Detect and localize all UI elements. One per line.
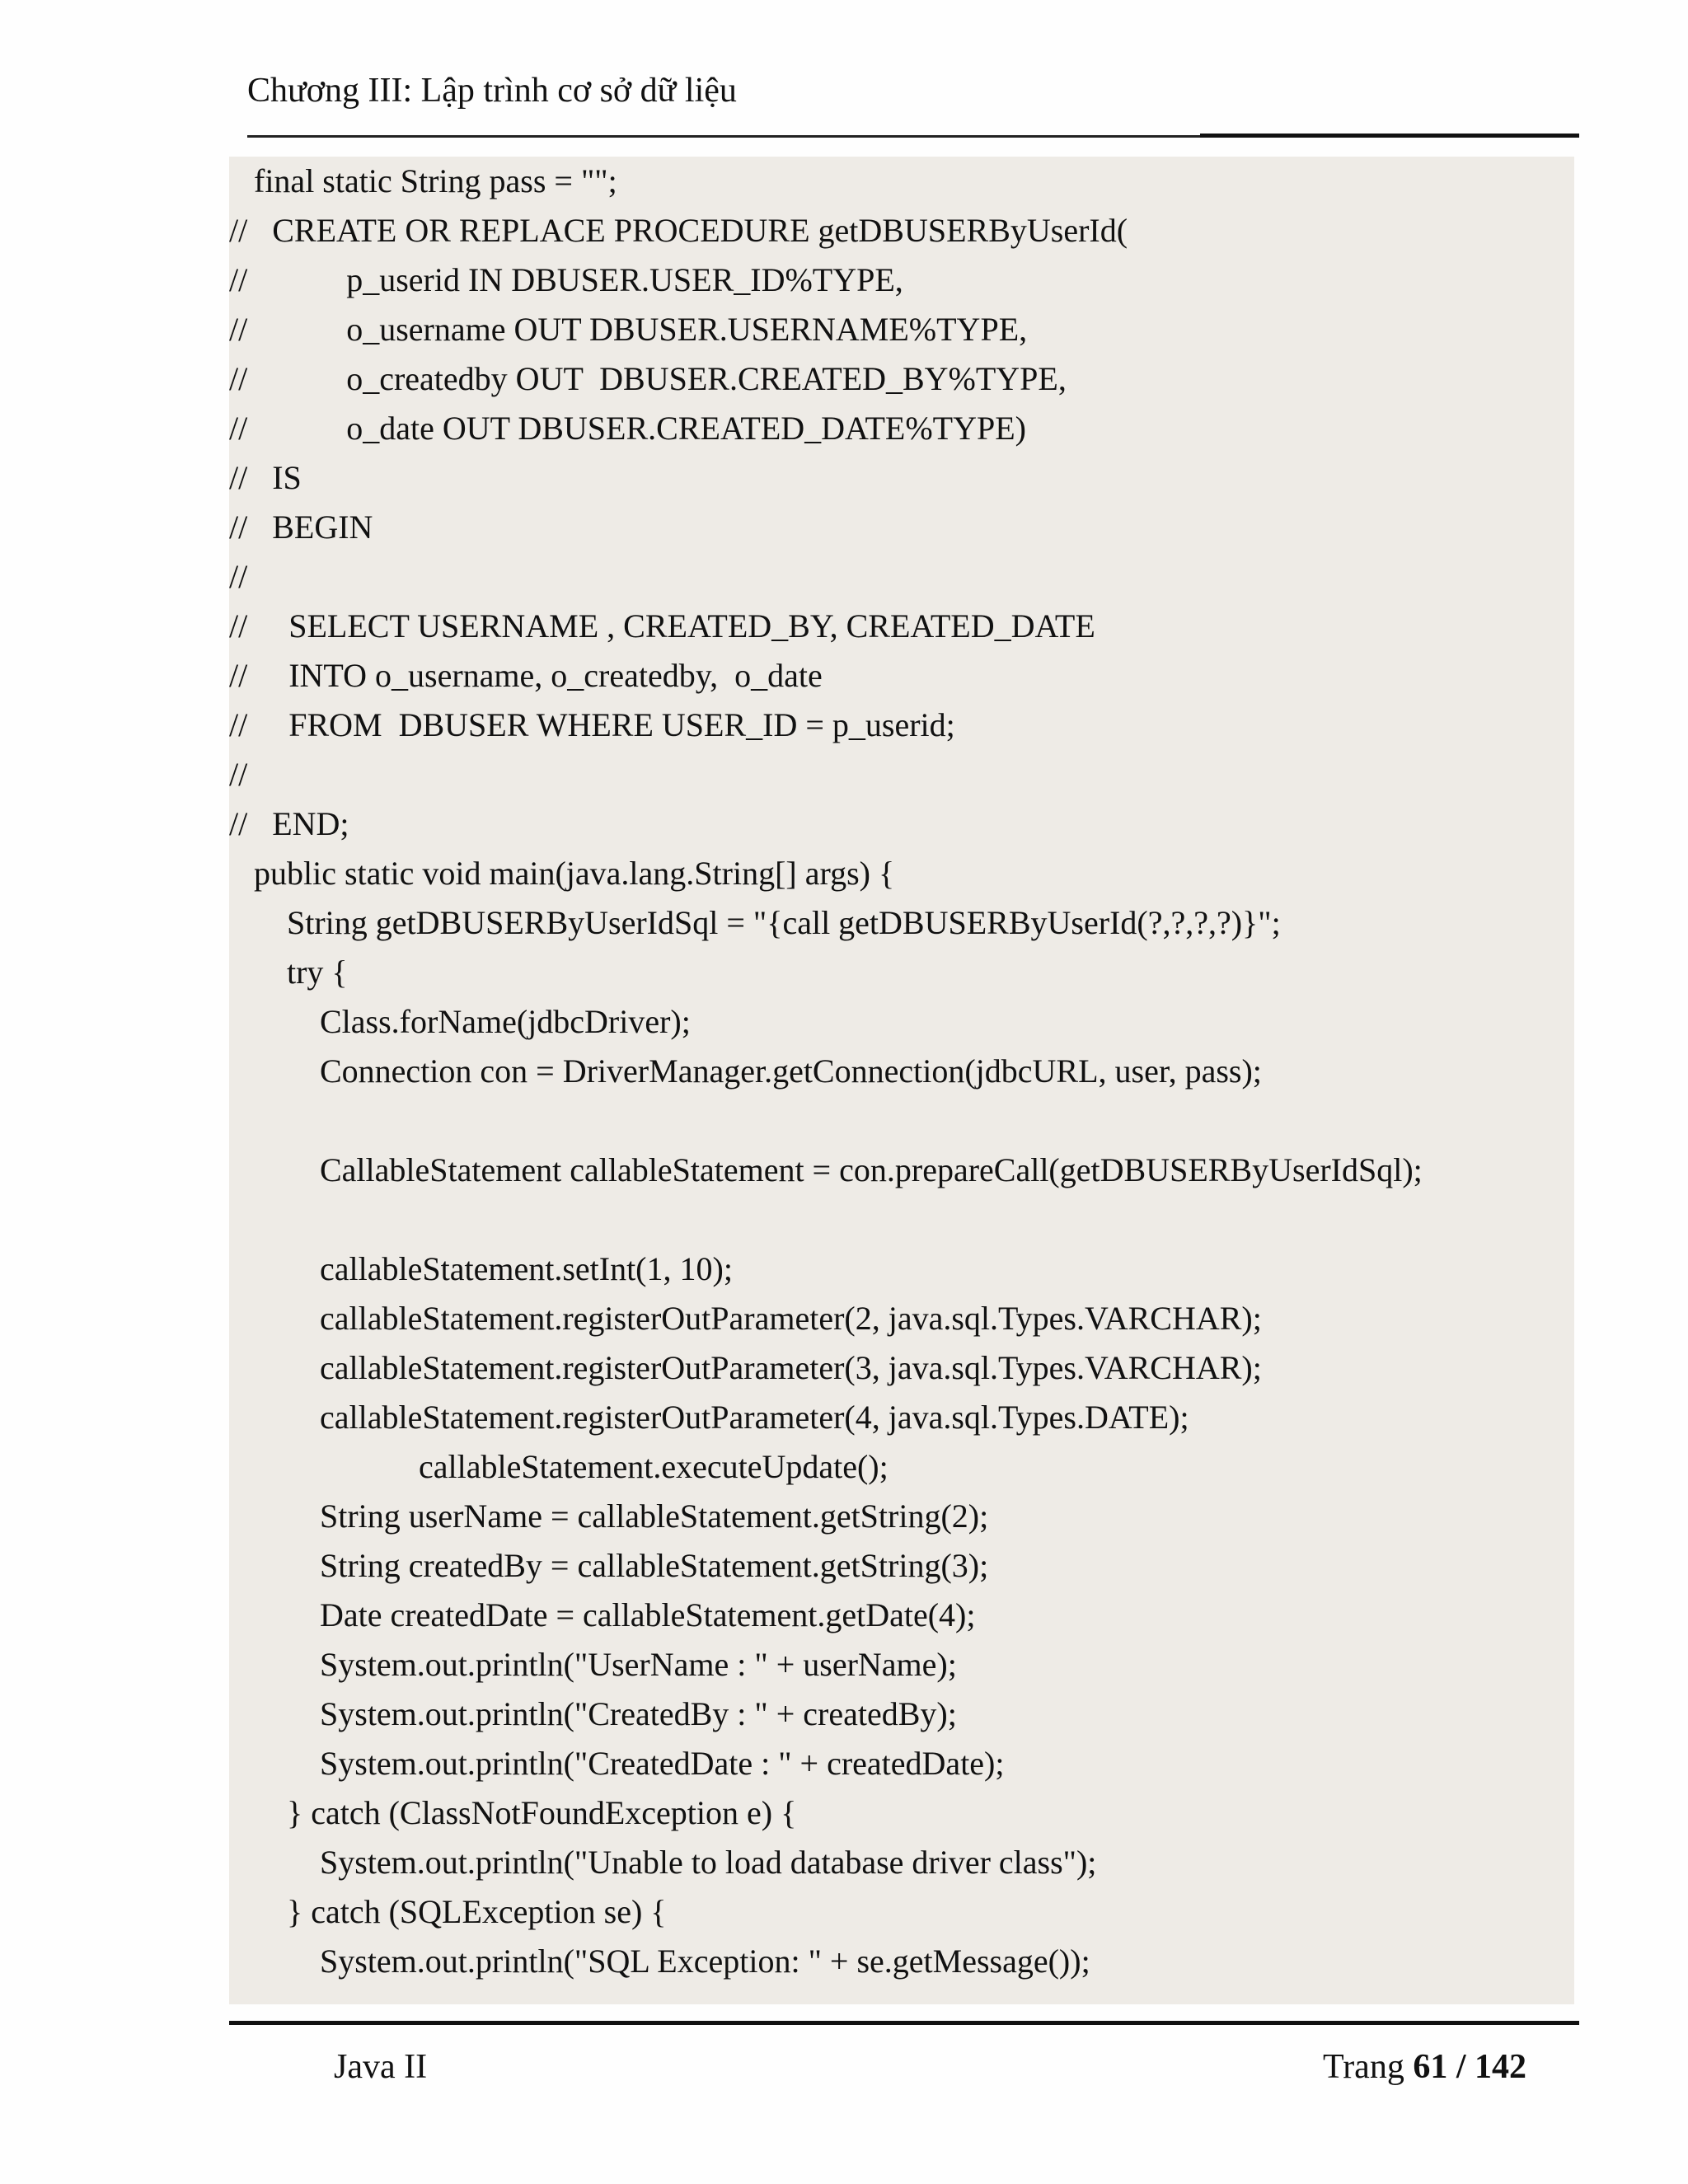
page-total: 142 [1475,2048,1526,2086]
code-line: try { [229,954,348,991]
code-line: // o_createdby OUT DBUSER.CREATED_BY%TYPE, [229,360,1067,397]
code-line: // [229,756,248,793]
code-line: final static String pass = ""; [229,162,617,199]
code-line: // p_userid IN DBUSER.USER_ID%TYPE, [229,261,903,298]
code-line: // BEGIN [229,509,373,546]
code-line: String getDBUSERByUserIdSql = "{call getDBUSERByUserId(?,?,?,?)}"; [229,904,1281,941]
footer-book-title: Java II [334,2048,428,2086]
code-line: Class.forName(jdbcDriver); [229,1003,691,1040]
header-divider-accent [1200,134,1579,138]
code-line: System.out.println("Unable to load database driver class"); [229,1844,1097,1881]
code-line: CallableStatement callableStatement = con.prepareCall(getDBUSERByUserIdSql); [229,1151,1423,1188]
code-line: } catch (ClassNotFoundException e) { [229,1794,797,1831]
code-line: // o_date OUT DBUSER.CREATED_DATE%TYPE) [229,410,1026,447]
code-block [229,157,1574,2004]
code-line: callableStatement.setInt(1, 10); [229,1250,733,1287]
code-line: // o_username OUT DBUSER.USERNAME%TYPE, [229,311,1028,348]
code-line: callableStatement.registerOutParameter(2, java.sql.Types.VARCHAR); [229,1300,1262,1337]
code-line: // [229,558,248,595]
page-header-title: Chương III: Lập trình cơ sở dữ liệu [247,72,737,110]
page-current: 61 [1413,2048,1448,2086]
footer-page-number [1323,2042,1526,2092]
code-line: // SELECT USERNAME , CREATED_BY, CREATED_DATE [229,607,1095,644]
code-line: // INTO o_username, o_createdby, o_date [229,657,823,694]
code-line: callableStatement.registerOutParameter(4, java.sql.Types.DATE); [229,1399,1189,1436]
footer-divider [229,2021,1579,2025]
code-line: } catch (SQLException se) { [229,1893,667,1930]
code-line: // IS [229,459,302,496]
code-line: public static void main(java.lang.String[] args) { [229,855,895,892]
page-label: Trang [1323,2048,1404,2086]
code-line: System.out.println("UserName : " + userName); [229,1646,957,1683]
code-line: callableStatement.executeUpdate(); [229,1448,889,1485]
code-line: // END; [229,805,349,842]
code-line: System.out.println("SQL Exception: " + se.getMessage()); [229,1943,1090,1980]
code-line: // CREATE OR REPLACE PROCEDURE getDBUSERByUserId( [229,212,1128,249]
page-separator: / [1456,2048,1466,2086]
code-line: System.out.println("CreatedBy : " + createdBy); [229,1695,957,1732]
header-divider [247,135,1203,138]
code-line: String createdBy = callableStatement.getString(3); [229,1547,989,1584]
code-line: System.out.println("CreatedDate : " + createdDate); [229,1745,1005,1782]
code-line: String userName = callableStatement.getString(2); [229,1497,989,1535]
code-line: // FROM DBUSER WHERE USER_ID = p_userid; [229,706,955,743]
code-line: callableStatement.registerOutParameter(3, java.sql.Types.VARCHAR); [229,1349,1262,1386]
code-line: Connection con = DriverManager.getConnection(jdbcURL, user, pass); [229,1052,1262,1090]
code-line: Date createdDate = callableStatement.getDate(4); [229,1596,976,1633]
